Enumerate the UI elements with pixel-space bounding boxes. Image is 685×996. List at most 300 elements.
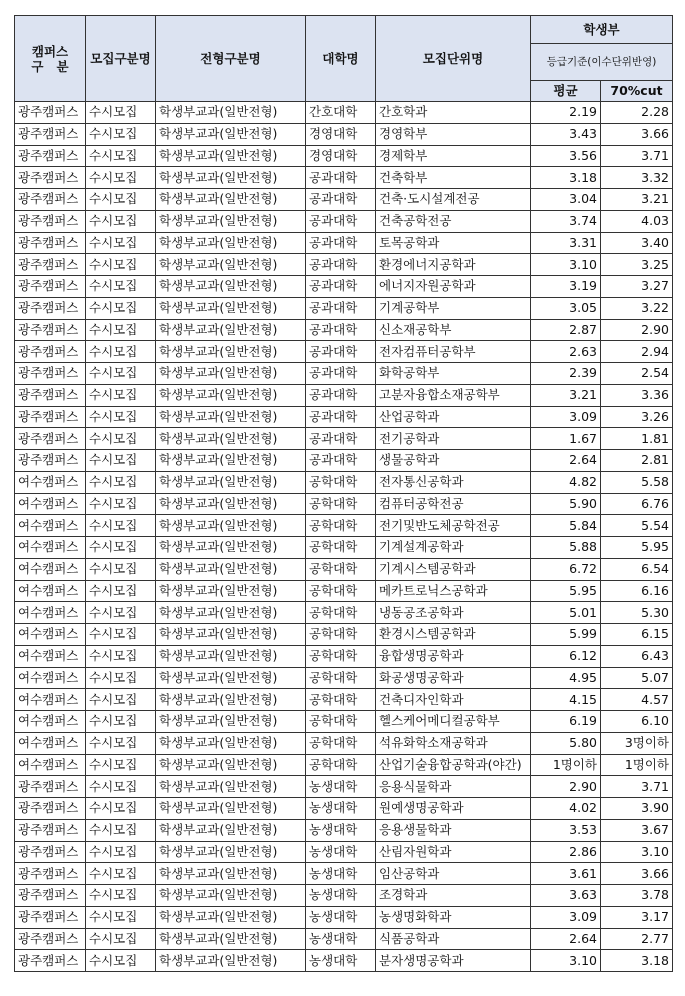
- table-row: [15, 341, 673, 363]
- cell-unit: 응용식물학과: [376, 776, 531, 798]
- cell-recruit-type: 수시모집: [86, 102, 156, 124]
- cell-recruit-type: 수시모집: [86, 863, 156, 885]
- table-row: [15, 819, 673, 841]
- cell-avg: 3.05: [531, 297, 601, 319]
- cell-avg: 5.99: [531, 624, 601, 646]
- cell-recruit-type: 수시모집: [86, 537, 156, 559]
- cell-admission-type: 학생부교과(일반전형): [156, 537, 306, 559]
- cell-unit: 산림자원학과: [376, 841, 531, 863]
- table-row: [15, 232, 673, 254]
- cell-cut70: 3.67: [601, 819, 673, 841]
- cell-college: 농생대학: [306, 906, 376, 928]
- cell-college: 공과대학: [306, 428, 376, 450]
- cell-unit: 환경시스템공학과: [376, 624, 531, 646]
- cell-unit: 건축디자인학과: [376, 689, 531, 711]
- cell-admission-type: 학생부교과(일반전형): [156, 624, 306, 646]
- cell-recruit-type: 수시모집: [86, 645, 156, 667]
- header-college: 대학명: [306, 16, 376, 102]
- cell-avg: 3.61: [531, 863, 601, 885]
- cell-admission-type: 학생부교과(일반전형): [156, 363, 306, 385]
- cell-college: 공과대학: [306, 254, 376, 276]
- cell-college: 공과대학: [306, 232, 376, 254]
- cell-recruit-type: 수시모집: [86, 667, 156, 689]
- cell-cut70: 3.36: [601, 384, 673, 406]
- cell-unit: 기계시스템공학과: [376, 558, 531, 580]
- table-row: [15, 384, 673, 406]
- cell-admission-type: 학생부교과(일반전형): [156, 732, 306, 754]
- cell-college: 농생대학: [306, 841, 376, 863]
- cell-cut70: 2.28: [601, 102, 673, 124]
- cell-recruit-type: 수시모집: [86, 602, 156, 624]
- cell-unit: 건축·도시설계전공: [376, 189, 531, 211]
- cell-cut70: 1.81: [601, 428, 673, 450]
- table-row: [15, 776, 673, 798]
- cell-campus: 여수캠퍼스: [15, 689, 86, 711]
- cell-cut70: 3.78: [601, 885, 673, 907]
- cell-avg: 3.19: [531, 276, 601, 298]
- cell-unit: 응용생물학과: [376, 819, 531, 841]
- cell-admission-type: 학생부교과(일반전형): [156, 798, 306, 820]
- cell-avg: 1.67: [531, 428, 601, 450]
- cell-cut70: 2.81: [601, 450, 673, 472]
- cell-college: 공학대학: [306, 558, 376, 580]
- cell-campus: 광주캠퍼스: [15, 254, 86, 276]
- table-row: [15, 885, 673, 907]
- cell-recruit-type: 수시모집: [86, 384, 156, 406]
- cell-avg: 3.31: [531, 232, 601, 254]
- table-row: [15, 428, 673, 450]
- cell-avg: 5.84: [531, 515, 601, 537]
- cell-recruit-type: 수시모집: [86, 123, 156, 145]
- cell-campus: 광주캠퍼스: [15, 167, 86, 189]
- table-row: [15, 667, 673, 689]
- cell-avg: 2.19: [531, 102, 601, 124]
- cell-unit: 건축학부: [376, 167, 531, 189]
- cell-campus: 광주캠퍼스: [15, 384, 86, 406]
- cell-cut70: 6.16: [601, 580, 673, 602]
- table-row: [15, 711, 673, 733]
- cell-college: 간호대학: [306, 102, 376, 124]
- cell-campus: 광주캠퍼스: [15, 928, 86, 950]
- cell-avg: 3.74: [531, 210, 601, 232]
- cell-campus: 광주캠퍼스: [15, 776, 86, 798]
- header-cut70: 70%cut: [601, 81, 673, 102]
- header-grade-basis: 등급기준(이수단위반영): [531, 44, 673, 81]
- cell-avg: 6.12: [531, 645, 601, 667]
- cell-admission-type: 학생부교과(일반전형): [156, 754, 306, 776]
- header-campus-line1: 캠퍼스: [31, 43, 69, 59]
- table-row: [15, 863, 673, 885]
- cell-cut70: 3.32: [601, 167, 673, 189]
- cell-avg: 1명이하: [531, 754, 601, 776]
- table-row: [15, 689, 673, 711]
- table-header: [15, 16, 673, 102]
- cell-recruit-type: 수시모집: [86, 580, 156, 602]
- table-row: [15, 798, 673, 820]
- cell-cut70: 3명이하: [601, 732, 673, 754]
- cell-college: 농생대학: [306, 950, 376, 972]
- cell-recruit-type: 수시모집: [86, 363, 156, 385]
- table-row: [15, 841, 673, 863]
- cell-college: 공과대학: [306, 276, 376, 298]
- cell-recruit-type: 수시모집: [86, 558, 156, 580]
- cell-cut70: 3.17: [601, 906, 673, 928]
- cell-admission-type: 학생부교과(일반전형): [156, 667, 306, 689]
- cell-unit: 식품공학과: [376, 928, 531, 950]
- cell-campus: 광주캠퍼스: [15, 123, 86, 145]
- cell-college: 공학대학: [306, 471, 376, 493]
- cell-avg: 4.15: [531, 689, 601, 711]
- cell-cut70: 2.54: [601, 363, 673, 385]
- cell-avg: 4.82: [531, 471, 601, 493]
- cell-college: 농생대학: [306, 798, 376, 820]
- table-row: [15, 624, 673, 646]
- cell-unit: 산업공학과: [376, 406, 531, 428]
- cell-admission-type: 학생부교과(일반전형): [156, 297, 306, 319]
- cell-campus: 여수캠퍼스: [15, 580, 86, 602]
- cell-unit: 냉동공조공학과: [376, 602, 531, 624]
- cell-cut70: 2.90: [601, 319, 673, 341]
- cell-college: 공과대학: [306, 319, 376, 341]
- cell-unit: 간호학과: [376, 102, 531, 124]
- cell-college: 공학대학: [306, 645, 376, 667]
- cell-admission-type: 학생부교과(일반전형): [156, 950, 306, 972]
- cell-campus: 광주캠퍼스: [15, 363, 86, 385]
- cell-college: 공학대학: [306, 602, 376, 624]
- table-row: [15, 558, 673, 580]
- cell-admission-type: 학생부교과(일반전형): [156, 210, 306, 232]
- cell-admission-type: 학생부교과(일반전형): [156, 689, 306, 711]
- table-row: [15, 276, 673, 298]
- cell-unit: 생물공학과: [376, 450, 531, 472]
- cell-unit: 메카트로닉스공학과: [376, 580, 531, 602]
- cell-recruit-type: 수시모집: [86, 167, 156, 189]
- cell-recruit-type: 수시모집: [86, 341, 156, 363]
- cell-avg: 2.39: [531, 363, 601, 385]
- cell-avg: 5.80: [531, 732, 601, 754]
- cell-unit: 농생명화학과: [376, 906, 531, 928]
- cell-college: 농생대학: [306, 819, 376, 841]
- cell-campus: 여수캠퍼스: [15, 711, 86, 733]
- cell-unit: 기계설계공학과: [376, 537, 531, 559]
- table-row: [15, 471, 673, 493]
- table-row: [15, 950, 673, 972]
- cell-college: 공과대학: [306, 210, 376, 232]
- cell-campus: 여수캠퍼스: [15, 471, 86, 493]
- cell-avg: 3.10: [531, 950, 601, 972]
- cell-admission-type: 학생부교과(일반전형): [156, 558, 306, 580]
- cell-college: 공과대학: [306, 406, 376, 428]
- cell-recruit-type: 수시모집: [86, 950, 156, 972]
- cell-campus: 광주캠퍼스: [15, 297, 86, 319]
- cell-campus: 여수캠퍼스: [15, 515, 86, 537]
- header-unit: 모집단위명: [376, 16, 531, 102]
- cell-campus: 광주캠퍼스: [15, 906, 86, 928]
- cell-campus: 여수캠퍼스: [15, 537, 86, 559]
- cell-campus: 광주캠퍼스: [15, 819, 86, 841]
- table-row: [15, 906, 673, 928]
- cell-unit: 토목공학과: [376, 232, 531, 254]
- cell-unit: 조경학과: [376, 885, 531, 907]
- cell-admission-type: 학생부교과(일반전형): [156, 515, 306, 537]
- table-row: [15, 297, 673, 319]
- table-row: [15, 537, 673, 559]
- cell-recruit-type: 수시모집: [86, 689, 156, 711]
- cell-campus: 광주캠퍼스: [15, 450, 86, 472]
- cell-admission-type: 학생부교과(일반전형): [156, 167, 306, 189]
- cell-recruit-type: 수시모집: [86, 319, 156, 341]
- cell-admission-type: 학생부교과(일반전형): [156, 711, 306, 733]
- cell-cut70: 2.77: [601, 928, 673, 950]
- cell-unit: 건축공학전공: [376, 210, 531, 232]
- cell-cut70: 6.15: [601, 624, 673, 646]
- cell-admission-type: 학생부교과(일반전형): [156, 319, 306, 341]
- cell-cut70: 3.71: [601, 145, 673, 167]
- header-record-group: 학생부: [531, 16, 673, 44]
- cell-unit: 환경에너지공학과: [376, 254, 531, 276]
- cell-recruit-type: 수시모집: [86, 906, 156, 928]
- cell-recruit-type: 수시모집: [86, 515, 156, 537]
- cell-admission-type: 학생부교과(일반전형): [156, 428, 306, 450]
- cell-recruit-type: 수시모집: [86, 254, 156, 276]
- table-row: [15, 167, 673, 189]
- cell-campus: 광주캠퍼스: [15, 798, 86, 820]
- header-admission-type: 전형구분명: [156, 16, 306, 102]
- table-row: [15, 515, 673, 537]
- cell-recruit-type: 수시모집: [86, 754, 156, 776]
- cell-college: 농생대학: [306, 863, 376, 885]
- cell-campus: 여수캠퍼스: [15, 558, 86, 580]
- cell-cut70: 3.66: [601, 123, 673, 145]
- cell-unit: 전기공학과: [376, 428, 531, 450]
- cell-unit: 헬스케어메디컬공학부: [376, 711, 531, 733]
- cell-avg: 3.53: [531, 819, 601, 841]
- cell-avg: 4.95: [531, 667, 601, 689]
- cell-cut70: 6.76: [601, 493, 673, 515]
- cell-admission-type: 학생부교과(일반전형): [156, 189, 306, 211]
- cell-admission-type: 학생부교과(일반전형): [156, 580, 306, 602]
- cell-cut70: 5.07: [601, 667, 673, 689]
- header-avg: 평균: [531, 81, 601, 102]
- cell-college: 공학대학: [306, 711, 376, 733]
- cell-recruit-type: 수시모집: [86, 493, 156, 515]
- cell-college: 공과대학: [306, 450, 376, 472]
- cell-college: 공학대학: [306, 624, 376, 646]
- cell-campus: 광주캠퍼스: [15, 102, 86, 124]
- cell-admission-type: 학생부교과(일반전형): [156, 776, 306, 798]
- cell-college: 경영대학: [306, 123, 376, 145]
- cell-cut70: 3.10: [601, 841, 673, 863]
- cell-admission-type: 학생부교과(일반전형): [156, 102, 306, 124]
- cell-campus: 광주캠퍼스: [15, 863, 86, 885]
- cell-avg: 3.56: [531, 145, 601, 167]
- table-row: [15, 363, 673, 385]
- cell-college: 공과대학: [306, 189, 376, 211]
- cell-campus: 광주캠퍼스: [15, 319, 86, 341]
- cell-avg: 6.72: [531, 558, 601, 580]
- cell-cut70: 2.94: [601, 341, 673, 363]
- cell-college: 공학대학: [306, 580, 376, 602]
- table-row: [15, 254, 673, 276]
- cell-college: 공과대학: [306, 363, 376, 385]
- cell-cut70: 5.58: [601, 471, 673, 493]
- cell-admission-type: 학생부교과(일반전형): [156, 928, 306, 950]
- cell-admission-type: 학생부교과(일반전형): [156, 232, 306, 254]
- cell-avg: 5.88: [531, 537, 601, 559]
- table-row: [15, 450, 673, 472]
- table-row: [15, 102, 673, 124]
- cell-recruit-type: 수시모집: [86, 819, 156, 841]
- header-campus: [15, 16, 86, 102]
- cell-avg: 3.63: [531, 885, 601, 907]
- cell-cut70: 3.21: [601, 189, 673, 211]
- cell-campus: 광주캠퍼스: [15, 841, 86, 863]
- cell-cut70: 1명이하: [601, 754, 673, 776]
- cell-admission-type: 학생부교과(일반전형): [156, 450, 306, 472]
- table-row: [15, 754, 673, 776]
- cell-college: 공학대학: [306, 754, 376, 776]
- cell-recruit-type: 수시모집: [86, 624, 156, 646]
- cell-campus: 광주캠퍼스: [15, 406, 86, 428]
- cell-unit: 신소재공학부: [376, 319, 531, 341]
- table-row: [15, 580, 673, 602]
- cell-campus: 여수캠퍼스: [15, 624, 86, 646]
- cell-admission-type: 학생부교과(일반전형): [156, 254, 306, 276]
- cell-college: 공학대학: [306, 689, 376, 711]
- cell-admission-type: 학생부교과(일반전형): [156, 276, 306, 298]
- cell-campus: 여수캠퍼스: [15, 732, 86, 754]
- cell-unit: 에너지자원공학과: [376, 276, 531, 298]
- cell-college: 공학대학: [306, 732, 376, 754]
- cell-admission-type: 학생부교과(일반전형): [156, 841, 306, 863]
- cell-avg: 2.64: [531, 928, 601, 950]
- cell-recruit-type: 수시모집: [86, 471, 156, 493]
- cell-college: 공학대학: [306, 537, 376, 559]
- cell-campus: 광주캠퍼스: [15, 885, 86, 907]
- cell-unit: 화공생명공학과: [376, 667, 531, 689]
- table-row: [15, 145, 673, 167]
- cell-unit: 기계공학부: [376, 297, 531, 319]
- cell-college: 공과대학: [306, 341, 376, 363]
- header-recruit-type: 모집구분명: [86, 16, 156, 102]
- cell-avg: 5.95: [531, 580, 601, 602]
- cell-campus: 광주캠퍼스: [15, 341, 86, 363]
- cell-avg: 3.18: [531, 167, 601, 189]
- table-row: [15, 645, 673, 667]
- cell-avg: 3.43: [531, 123, 601, 145]
- header-campus-line2: 구 분: [31, 58, 69, 74]
- cell-campus: 광주캠퍼스: [15, 145, 86, 167]
- cell-cut70: 3.22: [601, 297, 673, 319]
- cell-recruit-type: 수시모집: [86, 297, 156, 319]
- cell-admission-type: 학생부교과(일반전형): [156, 645, 306, 667]
- cell-avg: 2.90: [531, 776, 601, 798]
- cell-cut70: 3.40: [601, 232, 673, 254]
- cell-campus: 여수캠퍼스: [15, 645, 86, 667]
- cell-cut70: 3.71: [601, 776, 673, 798]
- cell-cut70: 6.54: [601, 558, 673, 580]
- cell-admission-type: 학생부교과(일반전형): [156, 493, 306, 515]
- cell-recruit-type: 수시모집: [86, 210, 156, 232]
- table-row: [15, 928, 673, 950]
- cell-campus: 광주캠퍼스: [15, 950, 86, 972]
- cell-avg: 3.04: [531, 189, 601, 211]
- cell-college: 공과대학: [306, 384, 376, 406]
- table-row: [15, 319, 673, 341]
- table-row: [15, 493, 673, 515]
- cell-unit: 컴퓨터공학전공: [376, 493, 531, 515]
- table-body: [15, 102, 673, 972]
- cell-campus: 여수캠퍼스: [15, 493, 86, 515]
- cell-campus: 광주캠퍼스: [15, 276, 86, 298]
- cell-recruit-type: 수시모집: [86, 732, 156, 754]
- cell-cut70: 3.18: [601, 950, 673, 972]
- cell-unit: 고분자융합소재공학부: [376, 384, 531, 406]
- cell-campus: 여수캠퍼스: [15, 602, 86, 624]
- cell-cut70: 3.90: [601, 798, 673, 820]
- cell-avg: 3.10: [531, 254, 601, 276]
- cell-admission-type: 학생부교과(일반전형): [156, 863, 306, 885]
- cell-campus: 광주캠퍼스: [15, 428, 86, 450]
- cell-college: 농생대학: [306, 885, 376, 907]
- cell-cut70: 5.54: [601, 515, 673, 537]
- cell-unit: 임산공학과: [376, 863, 531, 885]
- table-row: [15, 189, 673, 211]
- cell-college: 공과대학: [306, 167, 376, 189]
- cell-cut70: 6.10: [601, 711, 673, 733]
- table-row: [15, 732, 673, 754]
- cell-admission-type: 학생부교과(일반전형): [156, 123, 306, 145]
- cell-college: 농생대학: [306, 928, 376, 950]
- cell-campus: 광주캠퍼스: [15, 232, 86, 254]
- cell-unit: 경영학부: [376, 123, 531, 145]
- cell-recruit-type: 수시모집: [86, 776, 156, 798]
- cell-cut70: 5.30: [601, 602, 673, 624]
- table-row: [15, 406, 673, 428]
- cell-recruit-type: 수시모집: [86, 711, 156, 733]
- cell-avg: 3.21: [531, 384, 601, 406]
- cell-unit: 원예생명공학과: [376, 798, 531, 820]
- cell-cut70: 3.26: [601, 406, 673, 428]
- table-row: [15, 602, 673, 624]
- cell-unit: 분자생명공학과: [376, 950, 531, 972]
- cell-recruit-type: 수시모집: [86, 428, 156, 450]
- cell-unit: 융합생명공학과: [376, 645, 531, 667]
- cell-college: 공학대학: [306, 667, 376, 689]
- cell-campus: 광주캠퍼스: [15, 210, 86, 232]
- cell-campus: 여수캠퍼스: [15, 754, 86, 776]
- cell-avg: 2.63: [531, 341, 601, 363]
- cell-recruit-type: 수시모집: [86, 885, 156, 907]
- cell-avg: 2.87: [531, 319, 601, 341]
- cell-unit: 전자통신공학과: [376, 471, 531, 493]
- cell-recruit-type: 수시모집: [86, 928, 156, 950]
- cell-admission-type: 학생부교과(일반전형): [156, 384, 306, 406]
- cell-admission-type: 학생부교과(일반전형): [156, 471, 306, 493]
- cell-cut70: 4.57: [601, 689, 673, 711]
- cell-recruit-type: 수시모집: [86, 406, 156, 428]
- cell-admission-type: 학생부교과(일반전형): [156, 341, 306, 363]
- cell-college: 공학대학: [306, 493, 376, 515]
- cell-campus: 여수캠퍼스: [15, 667, 86, 689]
- cell-recruit-type: 수시모집: [86, 841, 156, 863]
- cell-unit: 산업기술융합공학과(야간): [376, 754, 531, 776]
- cell-recruit-type: 수시모집: [86, 450, 156, 472]
- cell-cut70: 6.43: [601, 645, 673, 667]
- cell-avg: 3.09: [531, 906, 601, 928]
- cell-unit: 화학공학부: [376, 363, 531, 385]
- cell-cut70: 5.95: [601, 537, 673, 559]
